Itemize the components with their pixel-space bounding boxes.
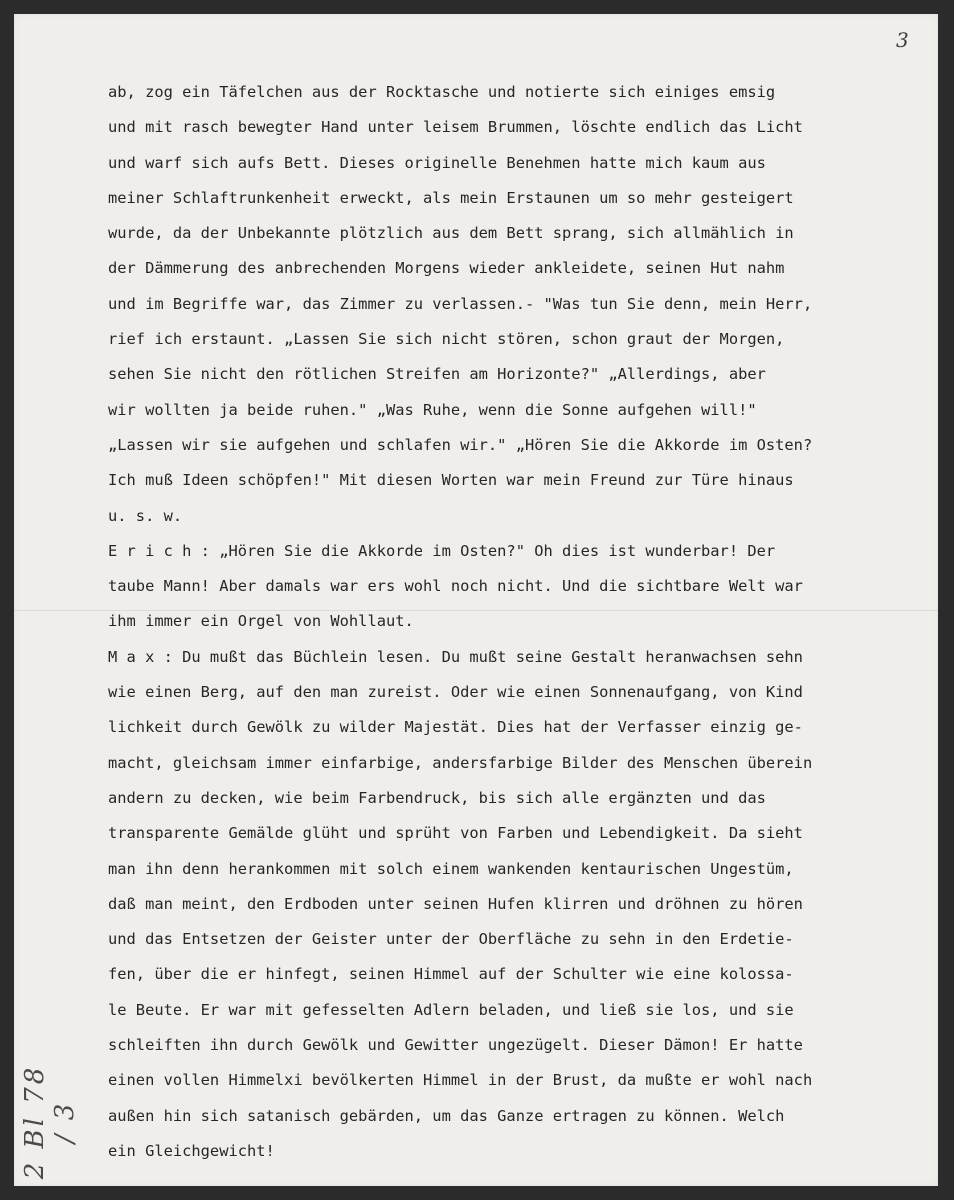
- text-line: lichkeit durch Gewölk zu wilder Majestät. Dies hat der Verfasser einzig ge-: [108, 718, 803, 737]
- text-line: ab, zog ein Täfelchen aus der Rocktasche und notierte sich einiges emsig: [108, 83, 776, 101]
- text-line: „Lassen wir sie aufgehen und schlafen wir." „Hören Sie die Akkorde im Osten?: [108, 435, 813, 454]
- typed-text-body: [108, 75, 938, 1169]
- text-line: taube Mann! Aber damals war ers wohl noch nicht. Und die sichtbare Welt war: [108, 577, 803, 596]
- text-line: und mit rasch bewegter Hand unter leisem Brummen, löschte endlich das Licht: [108, 118, 803, 137]
- text-line: ein Gleichgewicht!: [108, 1141, 275, 1160]
- text-line: u. s. w.: [108, 506, 183, 525]
- text-line: meiner Schlaftrunkenheit erweckt, als mein Erstaunen um so mehr gesteigert: [108, 188, 794, 207]
- text-line: wie einen Berg, auf den man zureist. Oder wie einen Sonnenaufgang, von Kind: [108, 683, 803, 702]
- text-line: le Beute. Er war mit gefesselten Adlern beladen, und ließ sie los, und sie: [108, 1000, 794, 1019]
- text-line: ihm immer ein Orgel von Wohllaut.: [108, 612, 414, 631]
- text-line: wir wollten ja beide ruhen." „Was Ruhe, wenn die Sonne aufgehen will!": [108, 400, 757, 419]
- text-line: man ihn denn herankommen mit solch einem wankenden kentaurischen Ungestüm,: [108, 859, 794, 878]
- text-line: andern zu decken, wie beim Farbendruck, bis sich alle ergänzten und das: [108, 788, 766, 807]
- text-line: M a x : Du mußt das Büchlein lesen. Du mußt seine Gestalt heranwachsen sehn: [108, 647, 803, 666]
- archive-number-annotation: [20, 1036, 80, 1180]
- text-line: E r i c h : „Hören Sie die Akkorde im Osten?" Oh dies ist wunderbar! Der: [108, 541, 776, 560]
- text-line: der Dämmerung des anbrechenden Morgens wieder ankleidete, seinen Hut nahm: [108, 259, 785, 278]
- page-number: 3: [896, 28, 909, 52]
- text-line: Ich muß Ideen schöpfen!" Mit diesen Worten war mein Freund zur Türe hinaus: [108, 471, 794, 490]
- text-line: rief ich erstaunt. „Lassen Sie sich nicht stören, schon graut der Morgen,: [108, 330, 785, 349]
- text-line: schleiften ihn durch Gewölk und Gewitter ungezügelt. Dieser Dämon! Er hatte: [108, 1036, 803, 1055]
- text-line: und im Begriffe war, das Zimmer zu verlassen.- "Was tun Sie denn, mein Herr,: [108, 294, 813, 313]
- typescript-page: [14, 14, 938, 1186]
- text-line: und warf sich aufs Bett. Dieses originelle Benehmen hatte mich kaum aus: [108, 153, 766, 172]
- text-line: fen, über die er hinfegt, seinen Himmel auf der Schulter wie eine kolossa-: [108, 965, 794, 984]
- text-line: macht, gleichsam immer einfarbige, andersfarbige Bilder des Menschen überein: [108, 753, 813, 772]
- text-line: einen vollen Himmelxi bevölkerten Himmel in der Brust, da mußte er wohl nach: [108, 1071, 813, 1090]
- text-line: außen hin sich satanisch gebärden, um das Ganze ertragen zu können. Welch: [108, 1106, 785, 1125]
- archive-number-text: 2 Bl 78 / 3: [20, 1064, 80, 1180]
- text-line: sehen Sie nicht den rötlichen Streifen am Horizonte?" „Allerdings, aber: [108, 365, 766, 384]
- text-line: transparente Gemälde glüht und sprüht von Farben und Lebendigkeit. Da sieht: [108, 824, 803, 843]
- text-line: wurde, da der Unbekannte plötzlich aus dem Bett sprang, sich allmählich in: [108, 224, 794, 243]
- text-line: daß man meint, den Erdboden unter seinen Hufen klirren und dröhnen zu hören: [108, 894, 803, 913]
- text-line: und das Entsetzen der Geister unter der Oberfläche zu sehn in den Erdetie-: [108, 930, 794, 949]
